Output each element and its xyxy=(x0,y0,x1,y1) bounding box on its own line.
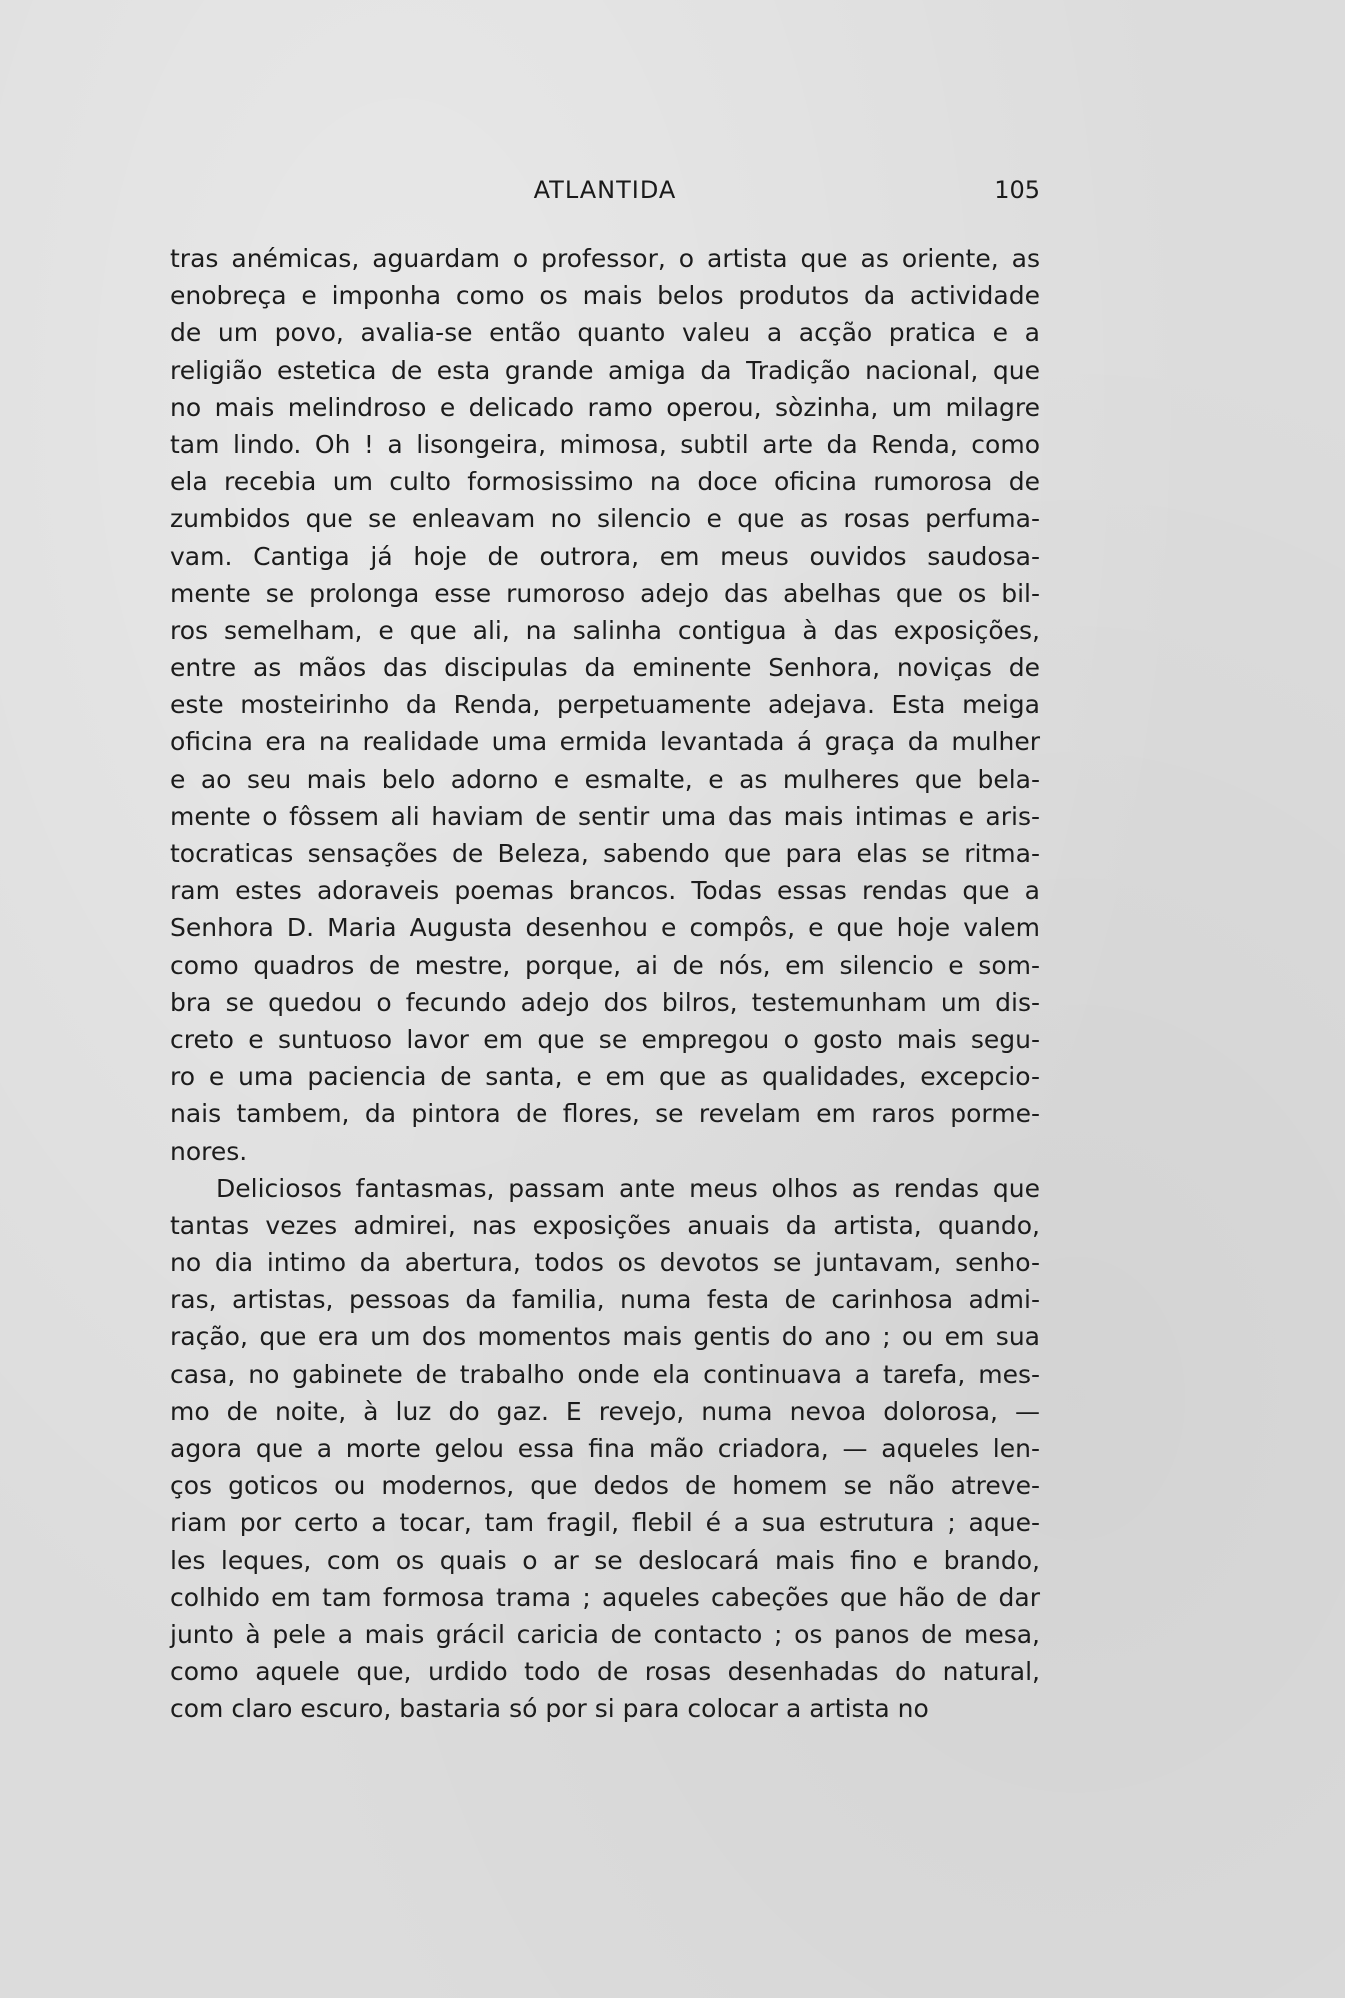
text-line: no mais melindroso e delicado ramo operou, sòzinha, um milagre xyxy=(170,392,1040,422)
text-line: ram estes adoraveis poemas brancos. Todas essas rendas que a xyxy=(170,876,1040,906)
text-line: religião estetica de esta grande amiga da Tradição nacional, que xyxy=(170,355,1040,385)
text-line: vam. Cantiga já hoje de outrora, em meus ouvidos saudosa- xyxy=(170,541,1040,571)
paragraph xyxy=(170,240,1040,1170)
text-line: como quadros de mestre, porque, ai de nós, em silencio e som- xyxy=(170,950,1040,980)
text-line: riam por certo a tocar, tam fragil, flebil é a sua estrutura ; aque- xyxy=(170,1508,1040,1538)
text-line: no dia intimo da abertura, todos os devotos se juntavam, senho- xyxy=(170,1248,1040,1278)
text-line: nores. xyxy=(170,1136,248,1166)
text-line: creto e suntuoso lavor em que se empregou o gosto mais segu- xyxy=(170,1024,1040,1054)
text-line: mente o fôssem ali haviam de sentir uma das mais intimas e aris- xyxy=(170,801,1040,831)
text-line: ração, que era um dos momentos mais gentis do ano ; ou em sua xyxy=(170,1322,1040,1352)
text-line: mo de noite, à luz do gaz. E revejo, numa nevoa dolorosa, — xyxy=(170,1396,1040,1426)
text-line: mente se prolonga esse rumoroso adejo das abelhas que os bil- xyxy=(170,578,1040,608)
text-line: zumbidos que se enleavam no silencio e que as rosas perfuma- xyxy=(170,504,1040,534)
text-line: Deliciosos fantasmas, passam ante meus olhos as rendas que xyxy=(216,1173,1040,1203)
page-number: 105 xyxy=(994,176,1040,204)
text-line: agora que a morte gelou essa fina mão criadora, — aqueles len- xyxy=(170,1434,1040,1463)
body-text xyxy=(170,240,1040,1728)
text-line: tantas vezes admirei, nas exposições anuais da artista, quando, xyxy=(170,1210,1040,1240)
text-line: de um povo, avalia-se então quanto valeu a acção pratica e a xyxy=(170,318,1040,348)
text-line: e ao seu mais belo adorno e esmalte, e as mulheres que bela- xyxy=(170,764,1040,794)
text-line: bra se quedou o fecundo adejo dos bilros, testemunham um dis- xyxy=(170,987,1040,1017)
text-line: como aquele que, urdido todo de rosas desenhadas do natural, xyxy=(170,1657,1040,1687)
text-line: ela recebia um culto formosissimo na doce oficina rumorosa de xyxy=(170,467,1040,497)
text-line: ras, artistas, pessoas da familia, numa festa de carinhosa admi- xyxy=(170,1285,1040,1315)
text-line: oficina era na realidade uma ermida levantada á graça da mulher xyxy=(170,727,1040,757)
text-line: ros semelham, e que ali, na salinha contigua à das exposições, xyxy=(170,615,1040,645)
running-header xyxy=(170,176,1040,210)
paragraph xyxy=(170,1170,1040,1728)
text-line: junto à pele a mais grácil caricia de contacto ; os panos de mesa, xyxy=(170,1619,1040,1649)
text-line: colhido em tam formosa trama ; aqueles cabeções que hão de dar xyxy=(170,1582,1040,1612)
text-line: ro e uma paciencia de santa, e em que as qualidades, excepcio- xyxy=(170,1062,1040,1092)
text-line: tras anémicas, aguardam o professor, o artista que as oriente, as xyxy=(170,244,1040,273)
text-line: casa, no gabinete de trabalho onde ela continuava a tarefa, mes- xyxy=(170,1359,1040,1389)
text-line: enobreça e imponha como os mais belos produtos da actividade xyxy=(170,281,1040,311)
text-line: tocraticas sensações de Beleza, sabendo que para elas se ritma- xyxy=(170,839,1040,868)
text-line: Senhora D. Maria Augusta desenhou e compôs, e que hoje valem xyxy=(170,913,1040,943)
running-title: ATLANTIDA xyxy=(533,176,677,204)
text-line: les leques, com os quais o ar se deslocará mais fino e brando, xyxy=(170,1545,1040,1575)
text-line: este mosteirinho da Renda, perpetuamente adejava. Esta meiga xyxy=(170,690,1040,720)
text-line: tam lindo. Oh ! a lisongeira, mimosa, subtil arte da Renda, como xyxy=(170,429,1040,459)
text-line: nais tambem, da pintora de flores, se revelam em raros porme- xyxy=(170,1099,1040,1129)
text-line: entre as mãos das discipulas da eminente Senhora, noviças de xyxy=(170,653,1040,683)
text-line: ços goticos ou modernos, que dedos de homem se não atreve- xyxy=(170,1471,1040,1501)
text-line: com claro escuro, bastaria só por si para colocar a artista no xyxy=(170,1694,929,1724)
